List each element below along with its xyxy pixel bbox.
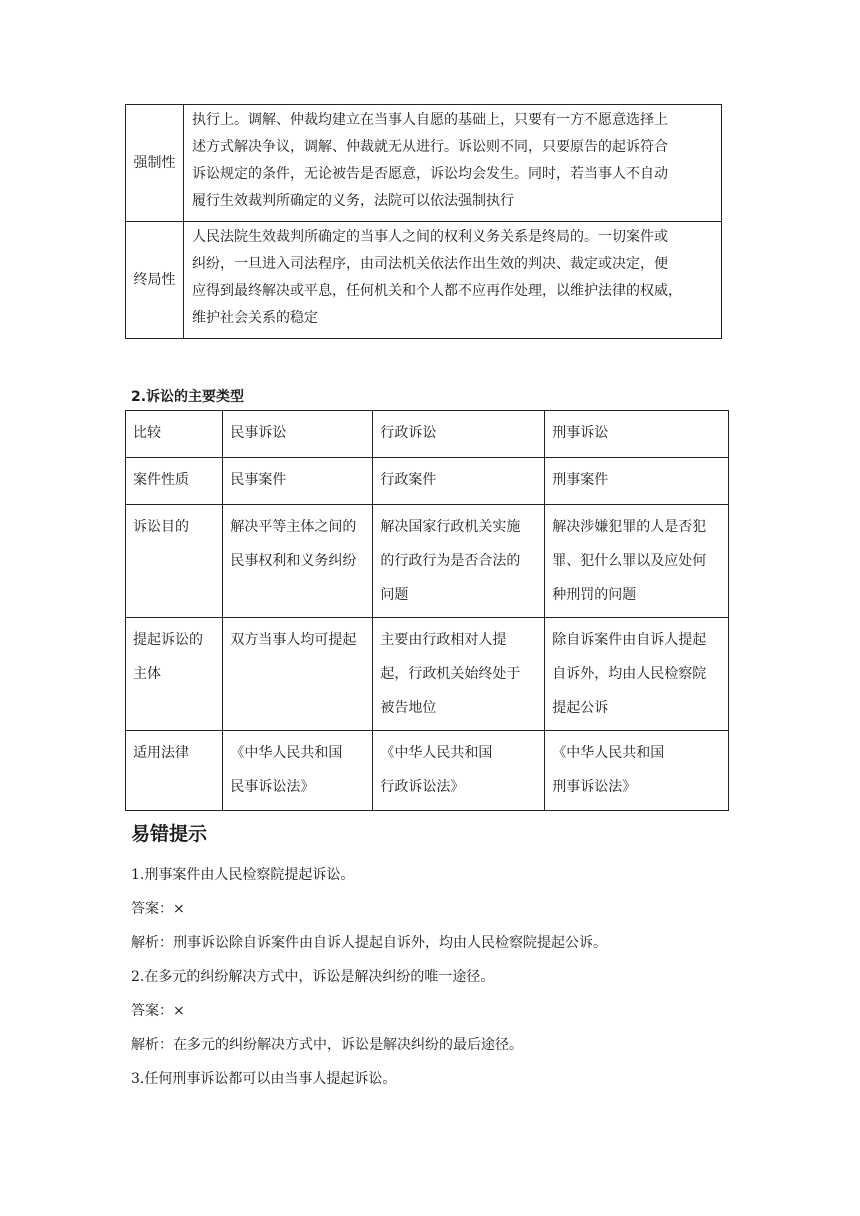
table-cell: 《中华人民共和国 民事诉讼法》 xyxy=(223,731,373,811)
table-cell: 案件性质 xyxy=(126,458,223,505)
table-cell: 比较 xyxy=(126,411,223,458)
table-row xyxy=(126,505,729,618)
tips-title: 易错提示 xyxy=(131,823,208,845)
table-cell: 主要由行政相对人提 起，行政机关始终处于 被告地位 xyxy=(373,618,545,731)
question-text: 3.任何刑事诉讼都可以由当事人提起诉讼。 xyxy=(131,1071,397,1087)
table-cell: 提起诉讼的 主体 xyxy=(126,618,223,731)
text-line: 维护社会关系的稳定 xyxy=(192,310,318,326)
feature-name: 强制性 xyxy=(126,105,184,222)
feature-name: 终局性 xyxy=(126,222,184,339)
table-cell: 行政案件 xyxy=(373,458,545,505)
text-line: 述方式解决争议，调解、仲裁就无从进行。诉讼则不同，只要原告的起诉符合 xyxy=(192,139,668,155)
table-cell: 诉讼目的 xyxy=(126,505,223,618)
table-cell: 《中华人民共和国 刑事诉讼法》 xyxy=(545,731,729,811)
table-cell: 解决涉嫌犯罪的人是否犯 罪、犯什么罪以及应处何 种刑罚的问题 xyxy=(545,505,729,618)
litigation-types-table xyxy=(125,410,729,811)
answer-text: 答案：× xyxy=(131,901,185,917)
table-row xyxy=(126,458,729,505)
question-text: 1.刑事案件由人民检察院提起诉讼。 xyxy=(131,867,355,883)
table-row xyxy=(126,731,729,811)
table-cell: 解决平等主体之间的 民事权利和义务纠纷 xyxy=(223,505,373,618)
explanation-text: 解析：在多元的纠纷解决方式中，诉讼是解决纠纷的最后途径。 xyxy=(131,1037,523,1053)
table-cell: 民事诉讼 xyxy=(223,411,373,458)
table-cell: 民事案件 xyxy=(223,458,373,505)
table-header-row xyxy=(126,411,729,458)
text-line: 纠纷，一旦进入司法程序，由司法机关依法作出生效的判决、裁定或决定，便 xyxy=(192,256,668,272)
text-line: 履行生效裁判所确定的义务，法院可以依法强制执行 xyxy=(192,193,514,209)
table-cell: 除自诉案件由自诉人提起 自诉外，均由人民检察院 提起公诉 xyxy=(545,618,729,731)
text-line: 应得到最终解决或平息，任何机关和个人都不应再作处理，以维护法律的权威， xyxy=(192,283,682,299)
question-text: 2.在多元的纠纷解决方式中，诉讼是解决纠纷的唯一途径。 xyxy=(131,969,495,985)
answer-text: 答案：× xyxy=(131,1003,185,1019)
table-cell: 双方当事人均可提起 xyxy=(223,618,373,731)
feature-description xyxy=(184,105,722,222)
text-line: 执行上。调解、仲裁均建立在当事人自愿的基础上，只要有一方不愿意选择上 xyxy=(192,112,668,128)
section-heading: 2.诉讼的主要类型 xyxy=(131,389,245,405)
table-row xyxy=(126,618,729,731)
table-cell: 行政诉讼 xyxy=(373,411,545,458)
text-line: 人民法院生效裁判所确定的当事人之间的权利义务关系是终局的。一切案件或 xyxy=(192,229,668,245)
table-cell: 刑事诉讼 xyxy=(545,411,729,458)
table-cell: 《中华人民共和国 行政诉讼法》 xyxy=(373,731,545,811)
features-table xyxy=(125,104,722,339)
explanation-text: 解析：刑事诉讼除自诉案件由自诉人提起自诉外，均由人民检察院提起公诉。 xyxy=(131,935,607,951)
table-cell: 适用法律 xyxy=(126,731,223,811)
table-row xyxy=(126,222,722,339)
table-cell: 解决国家行政机关实施 的行政行为是否合法的 问题 xyxy=(373,505,545,618)
text-line: 诉讼规定的条件，无论被告是否愿意，诉讼均会发生。同时，若当事人不自动 xyxy=(192,166,668,182)
feature-description xyxy=(184,222,722,339)
table-cell: 刑事案件 xyxy=(545,458,729,505)
table-row xyxy=(126,105,722,222)
